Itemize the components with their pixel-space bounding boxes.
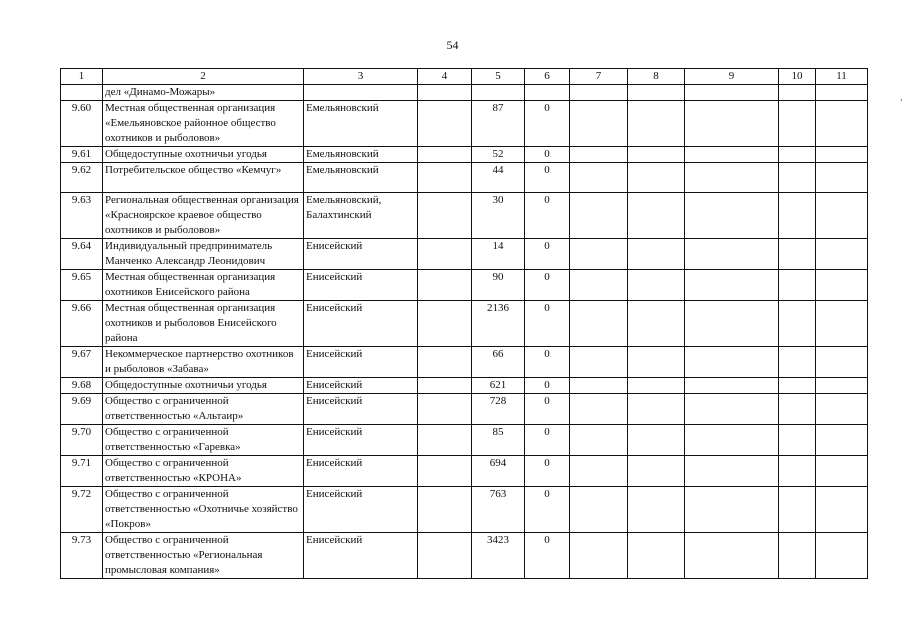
table-row [61,85,868,101]
col5-value-cell: 30 [472,193,525,239]
col7-cell [570,301,628,347]
col6-value-cell: 0 [525,239,570,270]
col5-value-cell: 90 [472,270,525,301]
col10-cell [779,193,816,239]
col10-cell [779,347,816,378]
col4-cell [418,85,472,101]
district-cell: Енисейский [304,239,418,270]
district-cell: Енисейский [304,533,418,579]
col4-cell [418,487,472,533]
col7-cell [570,456,628,487]
col10-cell [779,378,816,394]
organization-name-cell: Общество с ограниченной ответственностью «Охотничье хозяйство «Покров» [103,487,304,533]
table-row [61,163,868,193]
table-row [61,147,868,163]
col10-cell [779,270,816,301]
district-cell: Емельяновский [304,163,418,193]
table-row [61,394,868,425]
col10-cell [779,147,816,163]
col9-cell [685,270,779,301]
col4-cell [418,378,472,394]
col7-cell [570,147,628,163]
col4-cell [418,239,472,270]
col7-cell [570,533,628,579]
col11-cell [816,239,868,270]
row-number-cell: 9.64 [61,239,103,270]
col8-cell [628,394,685,425]
table-row [61,425,868,456]
column-header: 1 [61,69,103,85]
col6-value-cell: 0 [525,163,570,193]
column-number-header-row [61,69,868,85]
row-number-cell: 9.66 [61,301,103,347]
col11-cell [816,85,868,101]
col8-cell [628,101,685,147]
column-header: 4 [418,69,472,85]
row-number-cell: 9.65 [61,270,103,301]
organization-name-cell: Некоммерческое партнерство охотников и рыболовов «Забава» [103,347,304,378]
district-cell: Емельяновский [304,101,418,147]
district-cell: Емельяновский [304,147,418,163]
col4-cell [418,456,472,487]
district-cell: Енисейский [304,378,418,394]
table-row [61,456,868,487]
organization-name-cell: дел «Динамо-Можары» [103,85,304,101]
column-header: 11 [816,69,868,85]
col6-value-cell: 0 [525,533,570,579]
col11-cell [816,533,868,579]
district-cell: Енисейский [304,270,418,301]
col5-value-cell: 763 [472,487,525,533]
col5-value-cell [472,85,525,101]
col4-cell [418,101,472,147]
col9-cell [685,425,779,456]
col11-cell [816,193,868,239]
col11-cell [816,487,868,533]
col6-value-cell: 0 [525,101,570,147]
col5-value-cell: 3423 [472,533,525,579]
organization-name-cell: Индивидуальный предприниматель Манченко Александр Леонидович [103,239,304,270]
col6-value-cell: 0 [525,301,570,347]
row-number-cell: 9.62 [61,163,103,193]
col11-cell [816,425,868,456]
col7-cell [570,347,628,378]
col10-cell [779,533,816,579]
col8-cell [628,533,685,579]
col6-value-cell: 0 [525,147,570,163]
district-cell: Енисейский [304,425,418,456]
row-number-cell: 9.72 [61,487,103,533]
col11-cell [816,101,868,147]
col5-value-cell: 52 [472,147,525,163]
col8-cell [628,301,685,347]
col9-cell [685,163,779,193]
col7-cell [570,163,628,193]
col5-value-cell: 728 [472,394,525,425]
col8-cell [628,456,685,487]
row-number-cell: 9.61 [61,147,103,163]
column-header: 10 [779,69,816,85]
col9-cell [685,456,779,487]
col9-cell [685,347,779,378]
district-cell [304,85,418,101]
col10-cell [779,239,816,270]
col6-value-cell [525,85,570,101]
table-body [61,85,868,579]
col5-value-cell: 694 [472,456,525,487]
col6-value-cell: 0 [525,347,570,378]
row-number-cell: 9.73 [61,533,103,579]
col8-cell [628,193,685,239]
col6-value-cell: 0 [525,394,570,425]
col11-cell [816,270,868,301]
col10-cell [779,394,816,425]
table-row [61,533,868,579]
table-row [61,487,868,533]
col9-cell [685,239,779,270]
col10-cell [779,301,816,347]
col9-cell [685,147,779,163]
row-number-cell: 9.70 [61,425,103,456]
table-row [61,239,868,270]
col6-value-cell: 0 [525,487,570,533]
col8-cell [628,378,685,394]
col11-cell [816,347,868,378]
col7-cell [570,193,628,239]
col4-cell [418,270,472,301]
col4-cell [418,425,472,456]
organization-name-cell: Потребительское общество «Кемчуг» [103,163,304,193]
col7-cell [570,239,628,270]
col6-value-cell: 0 [525,378,570,394]
district-cell: Енисейский [304,347,418,378]
col11-cell [816,163,868,193]
row-number-cell: 9.67 [61,347,103,378]
organization-name-cell: Общество с ограниченной ответственностью «Региональная промысловая компания» [103,533,304,579]
col10-cell [779,163,816,193]
page-number: 54 [446,38,459,52]
col7-cell [570,101,628,147]
column-header: 7 [570,69,628,85]
column-header: 6 [525,69,570,85]
organization-name-cell: Местная общественная организация охотников и рыболовов Енисейского района [103,301,304,347]
col5-value-cell: 85 [472,425,525,456]
district-cell: Енисейский [304,456,418,487]
col9-cell [685,101,779,147]
col5-value-cell: 621 [472,378,525,394]
col10-cell [779,85,816,101]
column-header: 2 [103,69,304,85]
col7-cell [570,425,628,456]
table-row [61,347,868,378]
column-header: 8 [628,69,685,85]
col8-cell [628,270,685,301]
col4-cell [418,147,472,163]
col5-value-cell: 44 [472,163,525,193]
col9-cell [685,487,779,533]
col4-cell [418,193,472,239]
organization-name-cell: Общество с ограниченной ответственностью «КРОНА» [103,456,304,487]
column-header: 5 [472,69,525,85]
col8-cell [628,239,685,270]
organization-name-cell: Общедоступные охотничьи угодья [103,147,304,163]
table-row [61,301,868,347]
column-header: 9 [685,69,779,85]
col9-cell [685,394,779,425]
organization-name-cell: Региональная общественная организация «Красноярское краевое общество охотников и рыболовов» [103,193,304,239]
col11-cell [816,147,868,163]
col10-cell [779,101,816,147]
col5-value-cell: 66 [472,347,525,378]
row-number-cell: 9.68 [61,378,103,394]
col7-cell [570,487,628,533]
col4-cell [418,163,472,193]
col4-cell [418,533,472,579]
col7-cell [570,394,628,425]
col11-cell [816,394,868,425]
organization-name-cell: Общество с ограниченной ответственностью «Альтаир» [103,394,304,425]
col7-cell [570,378,628,394]
col7-cell [570,85,628,101]
col9-cell [685,85,779,101]
col5-value-cell: 14 [472,239,525,270]
col11-cell [816,378,868,394]
district-cell: Енисейский [304,301,418,347]
col7-cell [570,270,628,301]
col8-cell [628,163,685,193]
col4-cell [418,301,472,347]
col5-value-cell: 2136 [472,301,525,347]
col10-cell [779,487,816,533]
col10-cell [779,456,816,487]
table-row [61,193,868,239]
column-header: 3 [304,69,418,85]
col6-value-cell: 0 [525,425,570,456]
col8-cell [628,85,685,101]
col5-value-cell: 87 [472,101,525,147]
col6-value-cell: 0 [525,456,570,487]
col8-cell [628,425,685,456]
col9-cell [685,378,779,394]
organization-name-cell: Общество с ограниченной ответственностью «Гаревка» [103,425,304,456]
row-number-cell: 9.71 [61,456,103,487]
col8-cell [628,147,685,163]
row-number-cell [61,85,103,101]
row-number-cell: 9.60 [61,101,103,147]
organization-name-cell: Местная общественная организация охотников Енисейского района [103,270,304,301]
district-cell: Емельяновский, Балахтинский [304,193,418,239]
col4-cell [418,347,472,378]
table-row [61,101,868,147]
col11-cell [816,301,868,347]
col6-value-cell: 0 [525,270,570,301]
table-row [61,378,868,394]
district-cell: Енисейский [304,487,418,533]
row-number-cell: 9.63 [61,193,103,239]
row-number-cell: 9.69 [61,394,103,425]
col4-cell [418,394,472,425]
col9-cell [685,301,779,347]
col8-cell [628,347,685,378]
col11-cell [816,456,868,487]
organization-name-cell: Общедоступные охотничьи угодья [103,378,304,394]
col6-value-cell: 0 [525,193,570,239]
margin-mark: , [900,92,903,103]
col9-cell [685,193,779,239]
table-row [61,270,868,301]
hunting-grounds-table [60,68,868,579]
organization-name-cell: Местная общественная организация «Емельяновское районное общество охотников и рыболовов» [103,101,304,147]
district-cell: Енисейский [304,394,418,425]
col9-cell [685,533,779,579]
col10-cell [779,425,816,456]
col8-cell [628,487,685,533]
